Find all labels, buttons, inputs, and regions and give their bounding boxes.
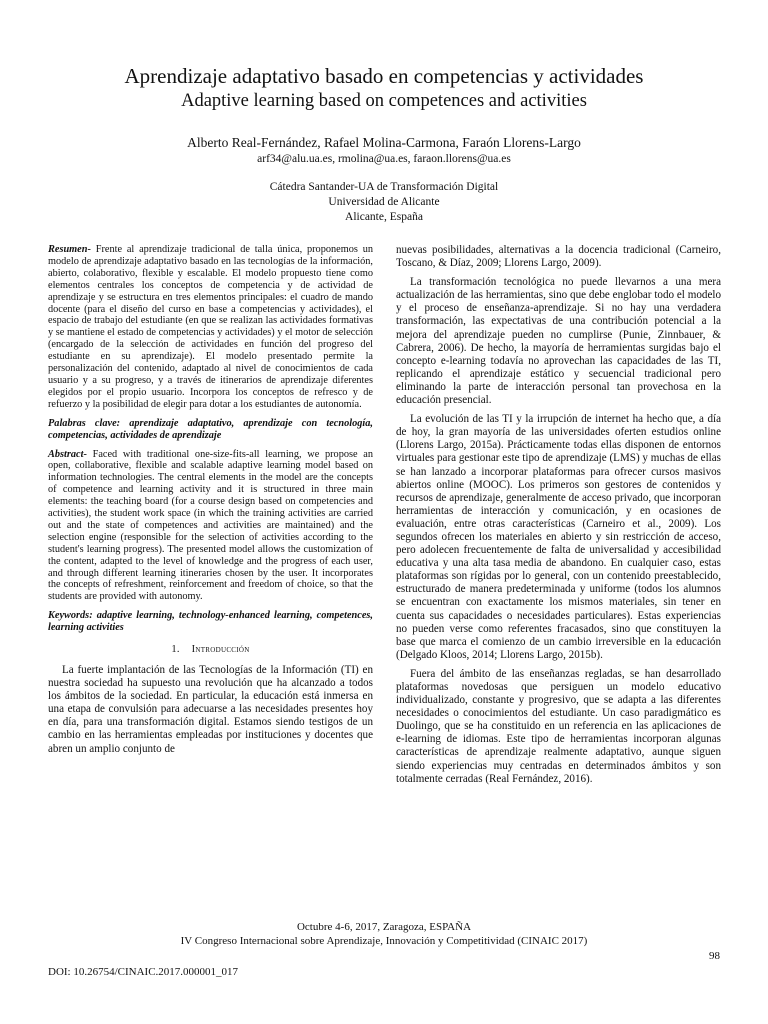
doi: DOI: 10.26754/CINAIC.2017.000001_017 <box>48 966 239 978</box>
affiliation-line: Cátedra Santander-UA de Transformación Digital <box>269 181 499 193</box>
palabras-clave: Palabras clave: aprendizaje adaptativo, aprendizaje con tecnología, competencias, actividades de aprendizaje <box>48 417 373 441</box>
abstract-text: Faced with traditional one-size-fits-all learning, we propose an open, collaborative, flexible and scalable adaptive learning model based on information technologies. The central elements in the model are the concepts of competence and learning activity and it is structured in three main elements: the teaching board (for a course design based on competencies and activities), the student work space (in which the training activities are carried out and the state of competences and activities are maintained) and the selection engine (responsible for the selection of activities according to the student's learning progress). The presented model allows the customization of the content, adapted to the level of knowledge and the progress of each user, and through different learning itineraries chosen by the user. It incorporates the concepts of refreshment, reinforcement and freedom of choice, so that the students are provided with autonomy. <box>48 448 373 603</box>
footer-date-line: Octubre 4-6, 2017, Zaragoza, ESPAÑA <box>296 921 472 933</box>
body-paragraph: nuevas posibilidades, alternativas a la docencia tradicional (Carneiro, Toscano, & Díaz, 2009; Llorens Largo, 2009). <box>396 244 721 270</box>
resumen-label: Resumen- <box>48 244 91 255</box>
page-number: 98 <box>709 950 720 962</box>
section-heading <box>48 644 373 656</box>
intro-paragraph: La fuerte implantación de las Tecnologías de la Información (TI) en nuestra sociedad ha supuesto una revolución que ha alcanzado a todos los ámbitos de la sociedad. En particular, la educación está inmersa en una etapa de convulsión para adecuarse a las necesidades presentes hoy en día, para una transformación digital. Estamos siendo testigos de un cambio en las herramientas empleadas por instituciones y docentes que abren un amplio conjunto de <box>48 664 373 755</box>
body-paragraph: La transformación tecnológica no puede llevarnos a una mera actualización de las herramientas, sino que debe englobar todo el modelo y el proceso de enseñanza-aprendizaje. Si no hay una verdadera transformación, las expectativas de una contribución potencial a la mejora del aprendizaje pueden no cumplirse (Punie, Zinnbauer, & Cabrera, 2006). De hecho, la mayoría de herramientas surgidas bajo el concepto e-learning todavía no aprovechan las capacidades de las TI, replicando el aprendizaje estático y secuencial tradicional pero eliminando la parte de interacción personal tan provechosa en la educación presencial. <box>396 276 721 407</box>
body-paragraph: La evolución de las TI y la irrupción de internet ha hecho que, a día de hoy, la gran mayoría de las universidades oferten estudios online (Llorens Largo, 2015a). Prácticamente todas ellas disponen de entornos virtuales para gestionar este tipo de aprendizaje (LMS) y muchas de ellas se han lanzado a incorporar plataformas para ofrecer cursos masivos abiertos online (MOOC). Los primeros son gestores de contenidos y recursos de aprendizaje, generalmente de acceso privado, que incorporan herramientas de interacción y comunicación, y en ocasiones de evaluación, entre otras características (Carneiro et al., 2009). Los segundos ofrecen los materiales en abierto y sin restricción de acceso, pero adolecen frecuentemente de falta de universalidad y accesibilidad educativa y una alta tasa media de abandono. En cualquier caso, estas plataformas son rígidas por lo general, con un contenido preestablecido, estructurado de manera predeterminada y uniforme (todos los alumnos se encuentran con exactamente los mismos materiales, sin tener en cuenta sus capacidades o necesidades particulares). Estas experiencias no pueden verse como referentes fracasados, sino que constituyen la base que marca el comienzo de un cambio irreversible en la educación (Delgado Kloos, 2014; Llorens Largo, 2015b). <box>396 413 721 661</box>
section-title: Introducción <box>191 644 250 656</box>
abstract-label: Abstract- <box>48 448 87 460</box>
footer-conference-line: IV Congreso Internacional sobre Aprendizaje, Innovación y Competitividad (CINAIC 2017) <box>180 935 588 947</box>
abstract <box>48 449 373 604</box>
keywords: Keywords: adaptive learning, technology-enhanced learning, competences, learning activities <box>48 610 373 634</box>
section-number: 1. <box>171 644 180 656</box>
author-emails: arf34@alu.ua.es, rmolina@ua.es, faraon.llorens@ua.es <box>257 153 511 165</box>
authors: Alberto Real-Fernández, Rafael Molina-Carmona, Faraón Llorens-Largo <box>187 135 581 150</box>
affiliation-line: Universidad de Alicante <box>328 196 440 208</box>
resumen <box>48 244 373 411</box>
affiliation-line: Alicante, España <box>345 211 423 223</box>
body-paragraph: Fuera del ámbito de las enseñanzas regladas, se han desarrollado plataformas novedosas que persiguen un modelo educativo individualizado, constante y progresivo, que se adapta a las diferentes necesidades o conocimientos del estudiante. Un caso paradigmático es Duolingo, que se ha constituido en un referencia en las aplicaciones de e-learning de idiomas. Este tipo de herramientas incorporan algunas características de aprendizaje realmente adaptativo, aunque siguen siendo experiencias muy centradas en determinados ámbitos y son totalmente cerradas (Real Fernández, 2016). <box>396 667 721 785</box>
resumen-text: Frente al aprendizaje tradicional de talla única, proponemos un modelo de aprendizaje adaptativo basado en las tecnologías de la información, abierto, colaborativo, flexible y escalable. El modelo propuesto tiene como elementos centrales los conceptos de competencia y de actividad de aprendizaje y se estructura en tres elementos principales: el cuadro de mando docente (para el diseño del curso en base a competencias y actividades), el espacio de trabajo del estudiante (en que se realizan las actividades formativas y se mantiene el estado de competencias y actividades) y el motor de selección (encargado de la selección de actividades en función del progreso del estudiante en su aprendizaje). El modelo presentado permite la personalización del contenido, adaptado al nivel de conocimientos de cada usuario y a su progreso, y a través de itinerarios de aprendizaje diferentes elegidos por el propio usuario. Incorpora los conceptos de refresco y de refuerzo y la posibilidad de elegir para dotar a los estudiantes de autonomía. <box>48 244 373 410</box>
right-column <box>396 244 721 792</box>
title-english: Adaptive learning based on competences and activities <box>181 91 587 111</box>
title-spanish: Aprendizaje adaptativo basado en competencias y actividades <box>124 64 644 88</box>
left-column <box>48 244 373 756</box>
footer-conference <box>0 920 768 948</box>
affiliation <box>0 180 768 225</box>
